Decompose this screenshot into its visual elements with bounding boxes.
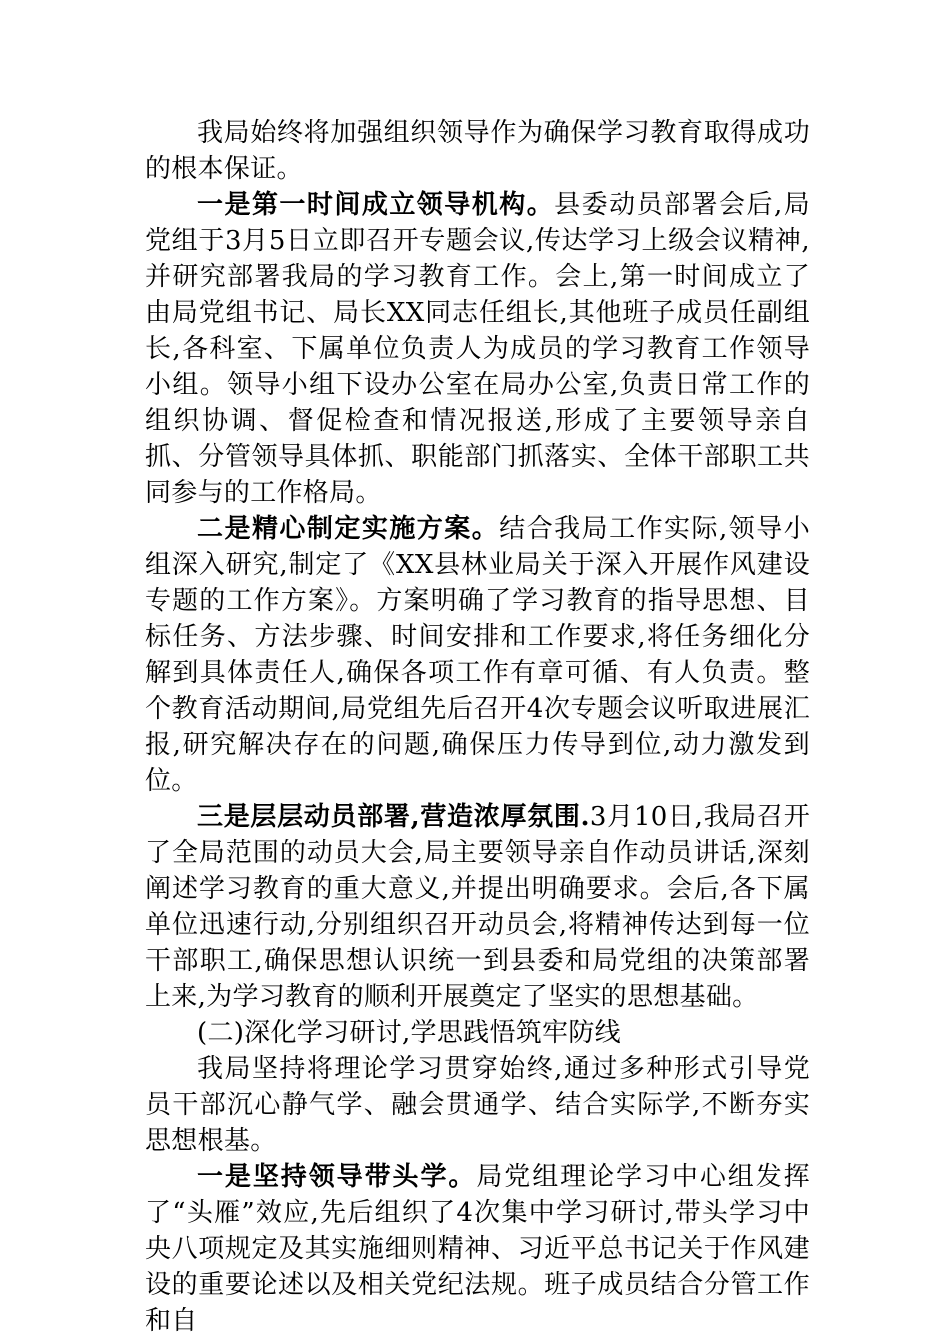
- paragraph-text: (二)深化学习研讨,学思践悟筑牢防线: [197, 1018, 621, 1048]
- paragraph-leadership-body: [145, 187, 810, 511]
- paragraph-intro: [145, 115, 810, 187]
- paragraph-implementation-plan: [145, 511, 810, 799]
- paragraph-lead: 三是层层动员部署,营造浓厚氛围.: [197, 802, 590, 832]
- paragraph-lead: 二是精心制定实施方案。: [197, 514, 500, 544]
- paragraph-text: 局党组理论学习中心组发挥了“头雁”效应,先后组织了4次集中学习研讨,带头学习中央八项规定及其实施细则精神、习近平总书记关于作风建设的重要论述以及相关党纪法规。班子成员结合分管工作和自: [145, 1162, 810, 1336]
- paragraph-theory-study: [145, 1051, 810, 1159]
- paragraph-leaders-study: [145, 1159, 810, 1339]
- paragraph-lead: 一是第一时间成立领导机构。: [197, 190, 555, 220]
- section-heading: [145, 1015, 810, 1051]
- paragraph-mobilization: [145, 799, 810, 1015]
- paragraph-text: 结合我局工作实际,领导小组深入研究,制定了《XX县林业局关于深入开展作风建设专题的工作方案》。方案明确了学习教育的指导思想、目标任务、方法步骤、时间安排和工作要求,将任务细化分解到具体责任人,确保各项工作有章可循、有人负责。整个教育活动期间,局党组先后召开4次专题会议听取进展汇报,研究解决存在的问题,确保压力传导到位,动力激发到位。: [145, 514, 810, 796]
- paragraph-text: 3月10日,我局召开了全局范围的动员大会,局主要领导亲自作动员讲话,深刻阐述学习教育的重大意义,并提出明确要求。会后,各下属单位迅速行动,分别组织召开动员会,将精神传达到每一位干部职工,确保思想认识统一到县委和局党组的决策部署上来,为学习教育的顺利开展奠定了坚实的思想基础。: [145, 802, 810, 1012]
- paragraph-lead: 一是坚持领导带头学。: [197, 1162, 477, 1192]
- paragraph-text: 我局始终将加强组织领导作为确保学习教育取得成功的根本保证。: [145, 118, 810, 184]
- paragraph-text: 我局坚持将理论学习贯穿始终,通过多种形式引导党员干部沉心静气学、融会贯通学、结合实际学,不断夯实思想根基。: [145, 1054, 810, 1156]
- paragraph-text: 县委动员部署会后,局党组于3月5日立即召开专题会议,传达学习上级会议精神,并研究部署我局的学习教育工作。会上,第一时间成立了由局党组书记、局长XX同志任组长,其他班子成员任副组长,各科室、下属单位负责人为成员的学习教育工作领导小组。领导小组下设办公室在局办公室,负责日常工作的组织协调、督促检查和情况报送,形成了主要领导亲自抓、分管领导具体抓、职能部门抓落实、全体干部职工共同参与的工作格局。: [145, 190, 811, 508]
